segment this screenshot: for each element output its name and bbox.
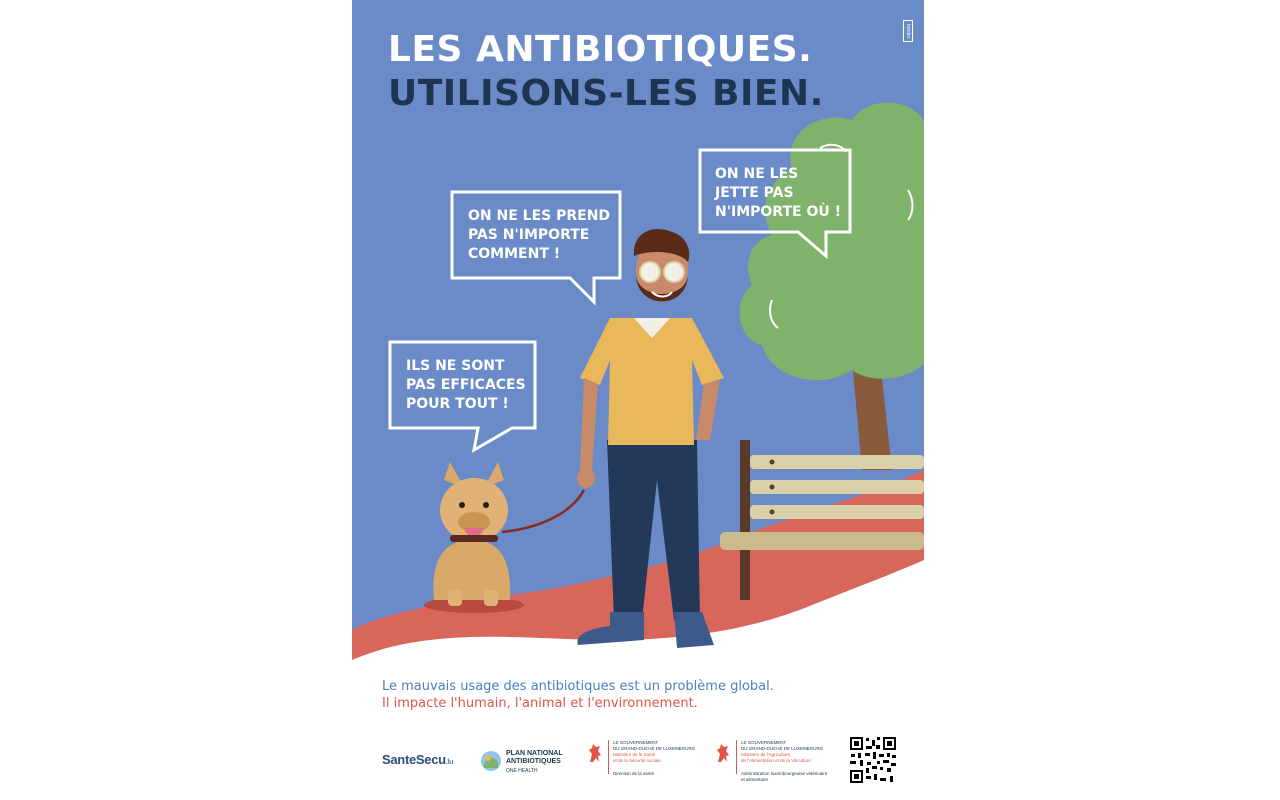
qr-code-icon[interactable]: [849, 736, 897, 784]
gov-logo-health-line2: Ministère de la Santé et de la Sécurité sociale: [613, 752, 661, 763]
speech-bubble-1: ON NE LES PREND PAS N'IMPORTE COMMENT !: [468, 208, 611, 262]
santesecu-logo-suffix: .lu: [445, 759, 454, 766]
gov-logo-health-line1: LE GOUVERNEMENT DU GRAND-DUCHÉ DE LUXEMBOURG: [613, 740, 696, 751]
santesecu-logo-text: SanteSecu: [382, 752, 446, 767]
side-tag: border: [903, 20, 913, 42]
speech-bubble-2: ON NE LES JETTE PAS N'IMPORTE OÙ !: [715, 166, 841, 220]
page-title: [388, 28, 824, 116]
gov-logo-separator: [736, 740, 737, 774]
plan-antibiotiques-icon: [480, 750, 502, 772]
caption-line-1: Le mauvais usage des antibiotiques est un problème global.: [382, 679, 774, 694]
gov-logo-agriculture-line2: Ministère de l'Agriculture, de l'Alimentation et de la Viticulture: [741, 752, 811, 763]
logo-bar: [352, 730, 924, 790]
gov-logo-health-line3: Direction de la santé: [613, 771, 655, 776]
plan-antibiotiques-title: PLAN NATIONAL ANTIBIOTIQUES: [506, 750, 563, 765]
caption-line-2: Il impacte l'humain, l'animal et l'environnement.: [382, 696, 698, 711]
gov-logo-agriculture-line1: LE GOUVERNEMENT DU GRAND-DUCHÉ DE LUXEMBOURG: [741, 740, 824, 751]
speech-bubble-3: ILS NE SONT PAS EFFICACES POUR TOUT !: [406, 358, 526, 412]
gov-logo-agriculture-line3: Administration luxembourgeoise vétérinaire et alimentaire: [741, 771, 828, 782]
plan-antibiotiques-logo: [480, 748, 570, 778]
gov-logo-separator: [608, 740, 609, 774]
gov-logo-health: [586, 738, 696, 786]
caption: [382, 678, 774, 712]
title-line-1: LES ANTIBIOTIQUES.: [388, 29, 813, 70]
lion-icon: [586, 742, 604, 764]
santesecu-logo[interactable]: [382, 752, 453, 767]
lion-icon: [714, 742, 732, 764]
title-line-2: UTILISONS-LES BIEN.: [388, 73, 824, 114]
poster: [352, 0, 924, 800]
plan-antibiotiques-subtitle: ONE HEALTH: [506, 768, 538, 774]
gov-logo-agriculture: [714, 738, 834, 786]
